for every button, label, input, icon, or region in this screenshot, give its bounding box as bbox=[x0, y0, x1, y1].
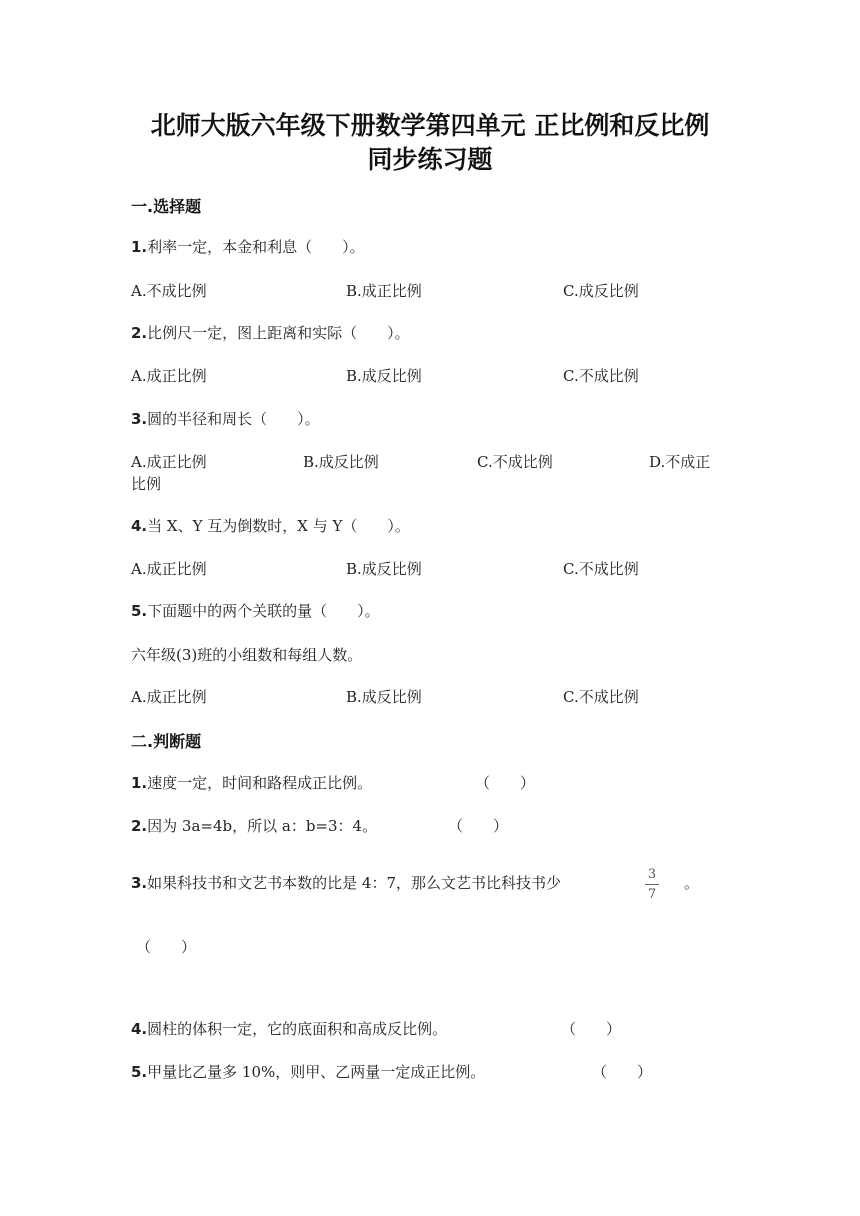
question-text: 速度一定，时间和路程成正比例。 bbox=[147, 774, 373, 792]
question-text: 下面题中的两个关联的量（ ）。 bbox=[147, 602, 380, 620]
answer-blank[interactable]: （ ） bbox=[448, 817, 509, 835]
option-b: B.成反比例 bbox=[346, 367, 422, 385]
question-number: 5. bbox=[131, 602, 148, 620]
sentence-end: 。 bbox=[684, 874, 700, 892]
question-number: 2. bbox=[131, 817, 148, 835]
option-c: C.成反比例 bbox=[563, 282, 639, 300]
judge-question-3 bbox=[131, 872, 561, 893]
question-text: 比例尺一定，图上距离和实际（ ）。 bbox=[147, 324, 410, 342]
option-d: D.不成正 bbox=[649, 453, 711, 471]
question-number: 5. bbox=[131, 1063, 148, 1081]
page-subtitle: 同步练习题 bbox=[367, 145, 493, 174]
question-text: 如果科技书和文艺书本数的比是 4：7，那么文艺书比科技书少 bbox=[147, 874, 561, 892]
fraction bbox=[644, 866, 660, 903]
question-5-context: 六年级(3)班的小组数和每组人数。 bbox=[131, 646, 363, 664]
answer-blank[interactable]: （ ） bbox=[592, 1063, 653, 1081]
question-2 bbox=[131, 322, 410, 343]
answer-blank[interactable]: （ ） bbox=[475, 774, 536, 792]
question-number: 4. bbox=[131, 1020, 148, 1038]
option-c: C.不成比例 bbox=[563, 367, 639, 385]
question-text: 甲量比乙量多 10%，则甲、乙两量一定成正比例。 bbox=[147, 1063, 486, 1081]
option-a: A.成正比例 bbox=[131, 367, 207, 385]
question-number: 2. bbox=[131, 324, 148, 342]
option-c: C.不成比例 bbox=[563, 688, 639, 706]
page-title: 北师大版六年级下册数学第四单元 正比例和反比例 bbox=[150, 111, 710, 140]
judge-question-5 bbox=[131, 1061, 485, 1082]
option-b: B.成反比例 bbox=[346, 688, 422, 706]
section-heading-judge: 二.判断题 bbox=[131, 732, 202, 751]
question-4 bbox=[131, 515, 410, 536]
question-number: 1. bbox=[131, 238, 148, 256]
question-text: 利率一定，本金和利息（ ）。 bbox=[147, 238, 365, 256]
option-d-wrap: 比例 bbox=[131, 475, 162, 493]
option-a: A.成正比例 bbox=[131, 453, 207, 471]
option-c: C.不成比例 bbox=[477, 453, 553, 471]
question-3 bbox=[131, 408, 320, 429]
fraction-bar bbox=[645, 884, 659, 885]
question-text: 因为 3a=4b，所以 a：b=3：4。 bbox=[147, 817, 378, 835]
option-c: C.不成比例 bbox=[563, 560, 639, 578]
judge-question-4 bbox=[131, 1018, 447, 1039]
question-text: 当 X、Y 互为倒数时，X 与 Y（ ）。 bbox=[147, 517, 410, 535]
answer-blank[interactable]: （ ） bbox=[136, 938, 197, 956]
fraction-denominator: 7 bbox=[647, 887, 657, 902]
option-a: A.不成比例 bbox=[131, 282, 207, 300]
question-number: 1. bbox=[131, 774, 148, 792]
option-a: A.成正比例 bbox=[131, 560, 207, 578]
option-b: B.成反比例 bbox=[303, 453, 379, 471]
option-a: A.成正比例 bbox=[131, 688, 207, 706]
question-number: 3. bbox=[131, 874, 148, 892]
question-text: 圆的半径和周长（ ）。 bbox=[147, 410, 320, 428]
judge-question-2 bbox=[131, 815, 377, 836]
section-heading-choice: 一.选择题 bbox=[131, 197, 202, 216]
option-b: B.成反比例 bbox=[346, 560, 422, 578]
question-number: 4. bbox=[131, 517, 148, 535]
question-5 bbox=[131, 600, 380, 621]
answer-blank[interactable]: （ ） bbox=[561, 1020, 622, 1038]
option-b: B.成正比例 bbox=[346, 282, 422, 300]
fraction-numerator: 3 bbox=[647, 867, 657, 882]
question-number: 3. bbox=[131, 410, 148, 428]
question-1 bbox=[131, 236, 365, 257]
question-text: 圆柱的体积一定，它的底面积和高成反比例。 bbox=[147, 1020, 448, 1038]
judge-question-1 bbox=[131, 772, 372, 793]
